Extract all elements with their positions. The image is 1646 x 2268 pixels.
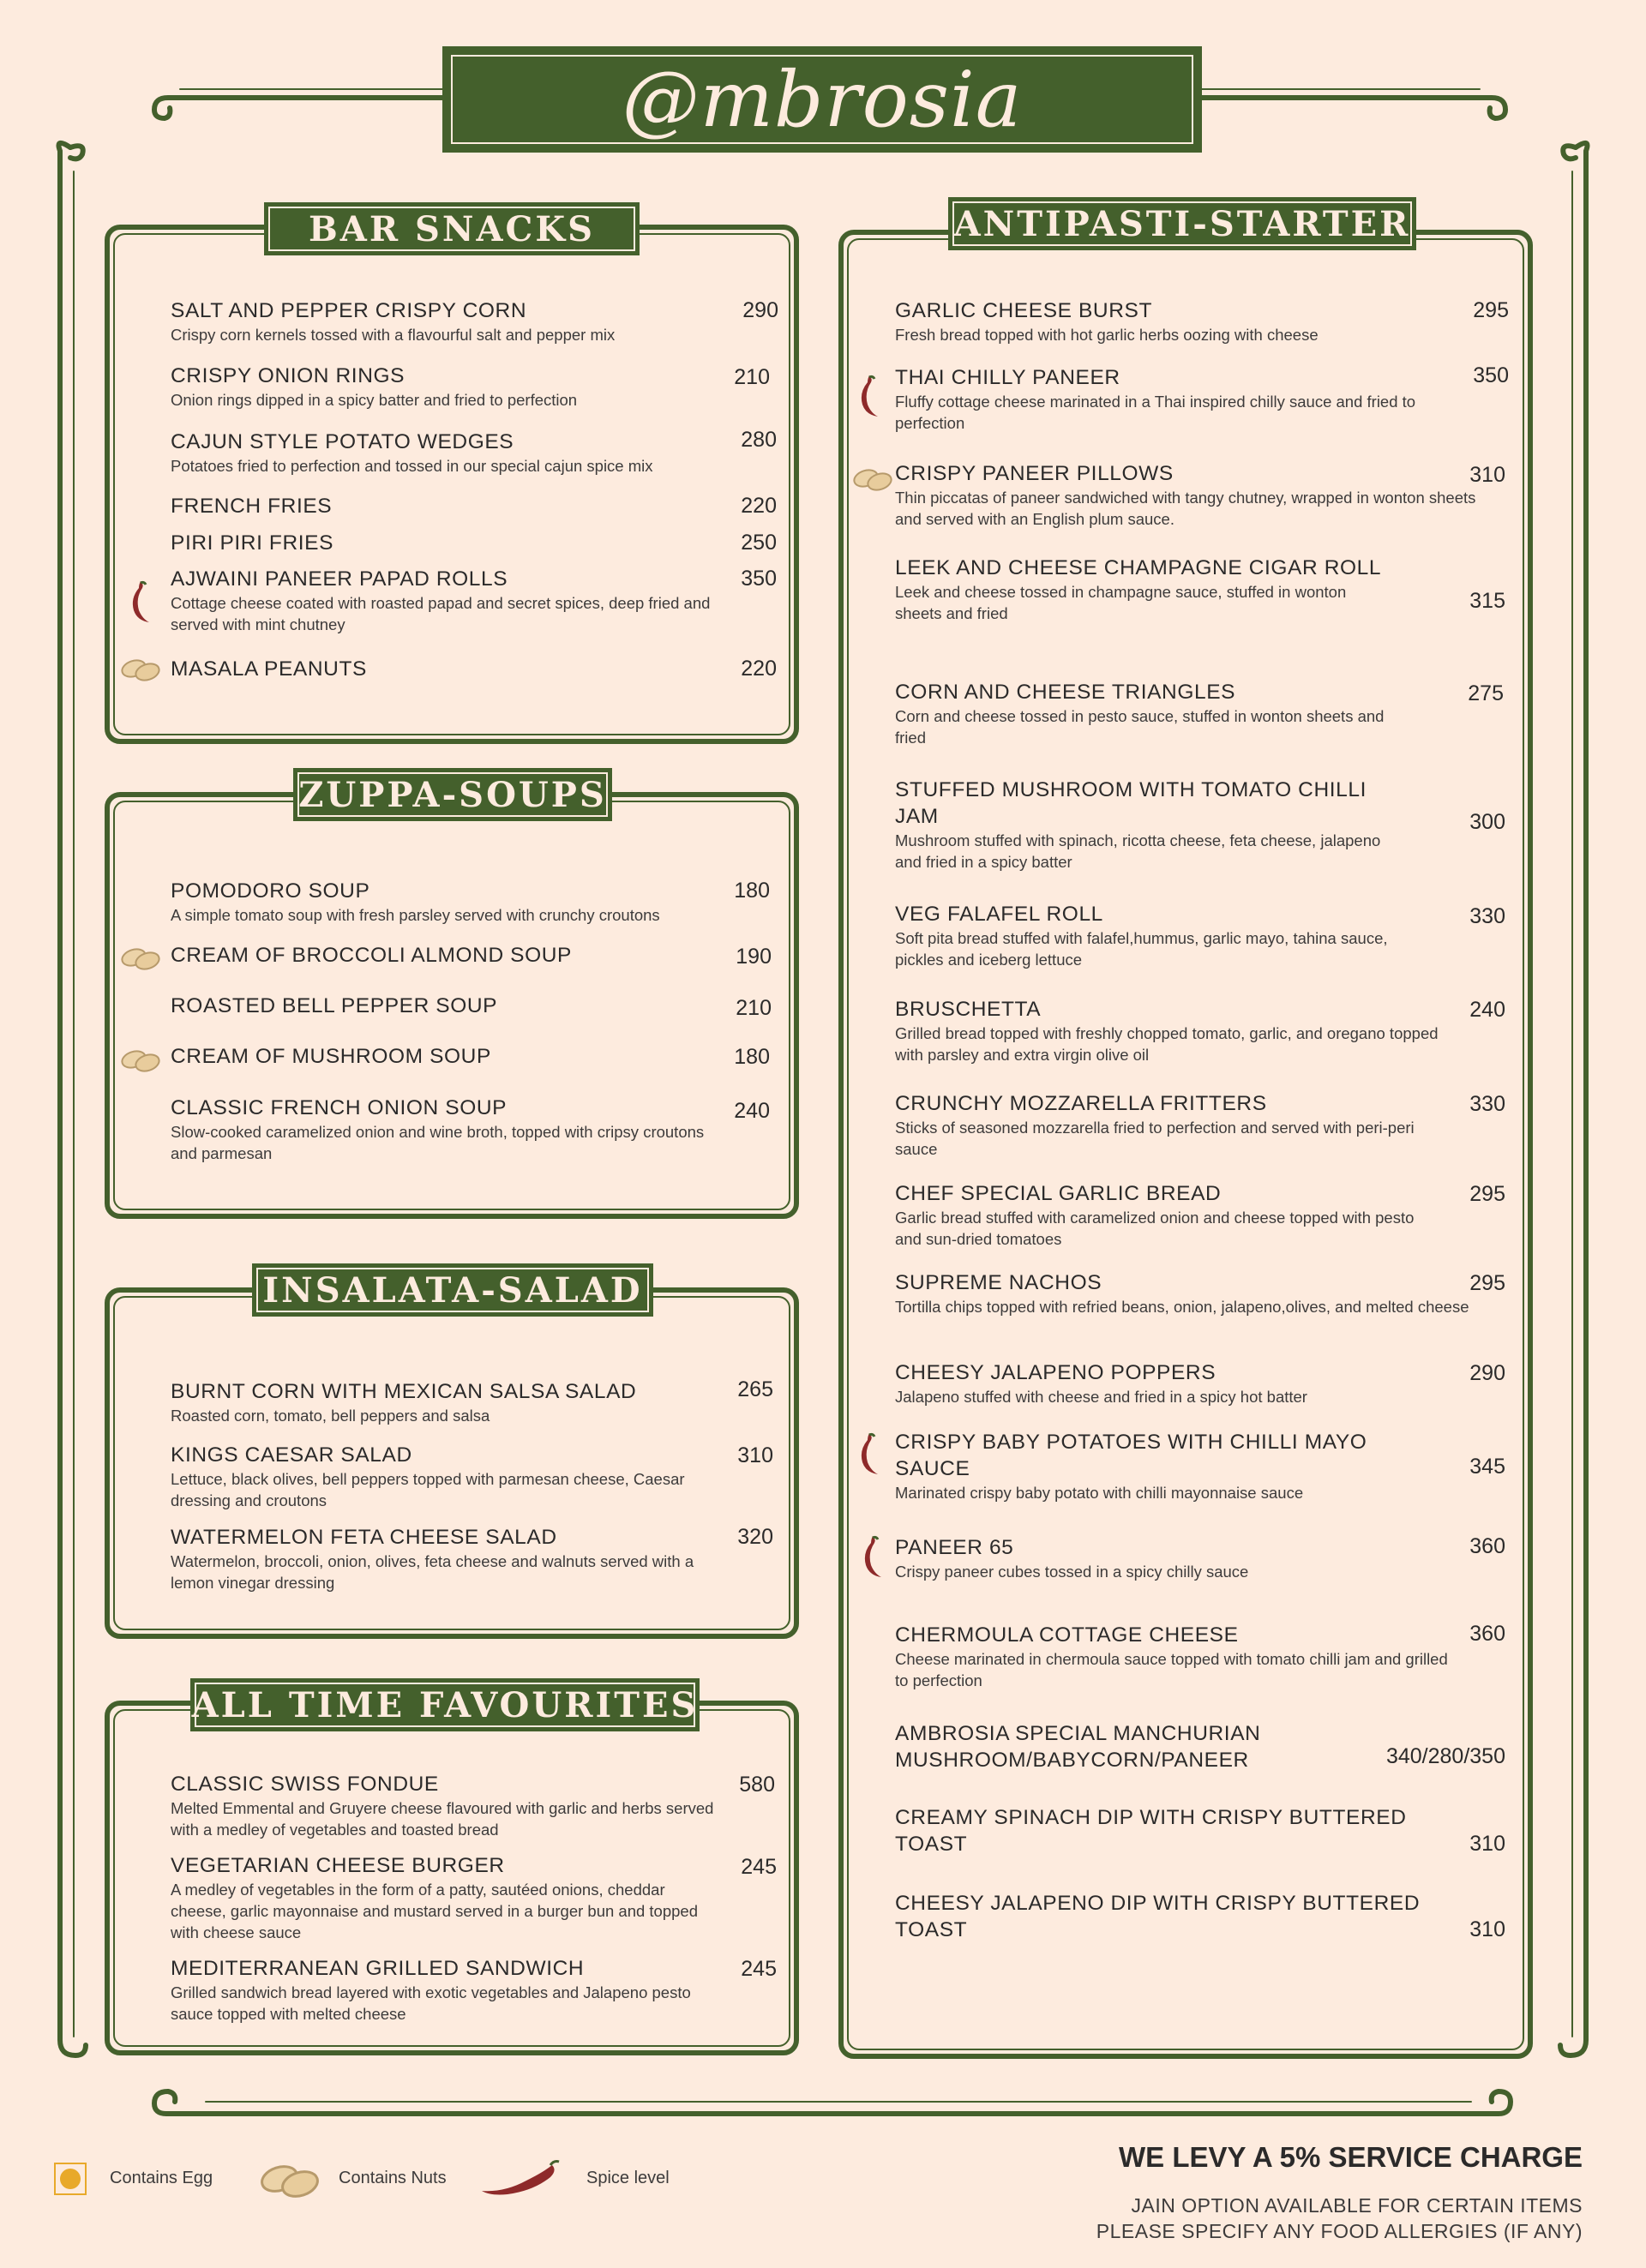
item-price: 350 [1473, 363, 1509, 387]
item-price: 350 [741, 567, 777, 591]
item-price: 180 [734, 1045, 770, 1069]
menu-item: GARLIC CHEESE BURST Fresh bread topped with hot garlic herbs oozing with cheese [895, 299, 1319, 344]
menu-item: CRISPY PANEER PILLOWS Thin piccatas of paneer sandwiched with tangy chutney, wrapped in wonton sheets and served with an English plum sauce. [895, 462, 1476, 528]
peanut-icon [120, 1044, 161, 1075]
salad-title: INSALATA-SALAD [252, 1263, 653, 1317]
chilli-icon [857, 374, 883, 418]
menu-item: LEEK AND CHEESE CHAMPAGNE CIGAR ROLL Leek and cheese tossed in champagne sauce, stuffed in wonton sheets and fried [895, 556, 1382, 622]
menu-item: CRISPY BABY POTATOES WITH CHILLI MAYO SAUCE Marinated crispy baby potato with chilli mayonnaise sauce [895, 1431, 1367, 1502]
item-price: 310 [1469, 463, 1505, 487]
menu-item: CLASSIC FRENCH ONION SOUP Slow-cooked caramelized onion and wine broth, topped with cripsy croutons and parmesan [171, 1096, 705, 1162]
item-price: 290 [742, 298, 778, 322]
peanut-icon [852, 463, 893, 494]
antipasti-title: ANTIPASTI-STARTER [948, 197, 1416, 250]
item-price: 220 [741, 657, 777, 681]
item-price: 295 [1469, 1182, 1505, 1206]
menu-item: POMODORO SOUP A simple tomato soup with fresh parsley served with crunchy croutons [171, 879, 660, 924]
menu-item: SALT AND PEPPER CRISPY CORN Crispy corn kernels tossed with a flavourful salt and pepper mix [171, 299, 616, 344]
chilli-icon [478, 2158, 561, 2198]
item-price: 360 [1469, 1622, 1505, 1646]
item-price: 315 [1469, 589, 1505, 613]
menu-item: CHEESY JALAPENO DIP WITH CRISPY BUTTERED TOAST [895, 1892, 1421, 1941]
item-price: 250 [741, 531, 777, 555]
peanut-icon [120, 653, 161, 684]
item-price: 295 [1469, 1271, 1505, 1295]
item-price: 360 [1469, 1534, 1505, 1558]
legend-nuts: Contains Nuts [339, 2169, 447, 2187]
menu-item: VEGETARIAN CHEESE BURGER A medley of vegetables in the form of a patty, sautéed onions, cheddar cheese, garlic mayonnaise and mustard served in a burger bun and topped with cheese sauce [171, 1854, 698, 1941]
peanut-icon [120, 942, 161, 973]
menu-item: CORN AND CHEESE TRIANGLES Corn and cheese tossed in pesto sauce, stuffed in wonton sheets and fried [895, 681, 1385, 747]
menu-item: AMBROSIA SPECIAL MANCHURIAN MUSHROOM/BABYCORN/PANEER [895, 1722, 1261, 1772]
item-price: 265 [737, 1377, 773, 1401]
brand-logo [442, 46, 1202, 153]
menu-item: CREAMY SPINACH DIP WITH CRISPY BUTTERED TOAST [895, 1806, 1407, 1856]
favourites-title: ALL TIME FAVOURITES [190, 1678, 700, 1731]
item-price: 295 [1473, 298, 1509, 322]
service-charge-note: WE LEVY A 5% SERVICE CHARGE [1119, 2141, 1583, 2173]
menu-item: PANEER 65 Crispy paneer cubes tossed in a spicy chilly sauce [895, 1536, 1249, 1581]
item-price: 220 [741, 494, 777, 518]
item-price: 240 [734, 1099, 770, 1123]
item-price: 300 [1469, 810, 1505, 834]
brand-name: @mbrosia [622, 54, 1023, 145]
bar-snacks-title: BAR SNACKS [264, 202, 640, 255]
menu-item: CHEF SPECIAL GARLIC BREAD Garlic bread stuffed with caramelized onion and cheese topped with pesto and sun-dried tomatoes [895, 1182, 1415, 1248]
menu-item: AJWAINI PANEER PAPAD ROLLS Cottage cheese coated with roasted papad and secret spices, deep fried and served with mint chutney [171, 567, 711, 633]
menu-item: THAI CHILLY PANEER Fluffy cottage cheese marinated in a Thai inspired chilly sauce and fried to perfection [895, 366, 1416, 432]
item-price: 210 [734, 365, 770, 389]
menu-item: BRUSCHETTA Grilled bread topped with freshly chopped tomato, garlic, and oregano topped with parsley and extra virgin olive oil [895, 998, 1439, 1064]
chilli-icon [857, 1431, 883, 1476]
peanut-icon [259, 2155, 321, 2203]
chilli-icon [129, 579, 154, 624]
menu-item: CRUNCHY MOZZARELLA FRITTERS Sticks of seasoned mozzarella fried to perfection and served with peri-peri sauce [895, 1092, 1415, 1158]
item-price: 290 [1469, 1361, 1505, 1385]
menu-item: VEG FALAFEL ROLL Soft pita bread stuffed with falafel,hummus, garlic mayo, tahina sauce, pickles and iceberg lettuce [895, 903, 1388, 969]
item-price: 210 [736, 996, 772, 1020]
menu-item: KINGS CAESAR SALAD Lettuce, black olives, bell peppers topped with parmesan cheese, Caesar dressing and croutons [171, 1443, 685, 1509]
soups-title: ZUPPA-SOUPS [293, 768, 612, 821]
menu-item: WATERMELON FETA CHEESE SALAD Watermelon, broccoli, onion, olives, feta cheese and walnuts served with a lemon vinegar dressing [171, 1526, 694, 1592]
menu-item: PIRI PIRI FRIES [171, 531, 334, 555]
menu-item: MEDITERRANEAN GRILLED SANDWICH Grilled sandwich bread layered with exotic vegetables and Jalapeno pesto sauce topped with melted cheese [171, 1957, 691, 2023]
menu-item: MASALA PEANUTS [171, 657, 367, 681]
item-price: 580 [739, 1773, 775, 1797]
chilli-icon [861, 1534, 886, 1579]
menu-item: ROASTED BELL PEPPER SOUP [171, 994, 498, 1017]
item-price: 310 [1469, 1917, 1505, 1941]
menu-item: STUFFED MUSHROOM WITH TOMATO CHILLI JAM Mushroom stuffed with spinach, ricotta cheese, feta cheese, jalapeno and fried in a spicy batter [895, 778, 1381, 871]
item-price: 245 [741, 1855, 777, 1879]
menu-item: CAJUN STYLE POTATO WEDGES Potatoes fried to perfection and tossed in our special cajun spice mix [171, 430, 653, 475]
item-price: 275 [1468, 681, 1504, 705]
menu-item: CHEESY JALAPENO POPPERS Jalapeno stuffed with cheese and fried in a spicy hot batter [895, 1361, 1307, 1406]
item-price: 330 [1469, 1092, 1505, 1116]
item-price: 245 [741, 1957, 777, 1981]
item-price: 280 [741, 428, 777, 452]
menu-item: CHERMOULA COTTAGE CHEESE Cheese marinated in chermoula sauce topped with tomato chilli jam and grilled to perfection [895, 1623, 1448, 1689]
item-price: 310 [737, 1443, 773, 1467]
allergy-note: PLEASE SPECIFY ANY FOOD ALLERGIES (IF ANY) [1096, 2220, 1583, 2242]
jain-note: JAIN OPTION AVAILABLE FOR CERTAIN ITEMS [1131, 2194, 1583, 2217]
menu-item: BURNT CORN WITH MEXICAN SALSA SALAD Roasted corn, tomato, bell peppers and salsa [171, 1380, 637, 1425]
legend-egg: Contains Egg [110, 2169, 213, 2187]
item-price: 320 [737, 1525, 773, 1549]
legend-spice: Spice level [586, 2169, 670, 2187]
item-price: 240 [1469, 998, 1505, 1022]
menu-item: CREAM OF MUSHROOM SOUP [171, 1045, 491, 1068]
menu-item: CREAM OF BROCCOLI ALMOND SOUP [171, 944, 572, 967]
item-price: 190 [736, 945, 772, 969]
menu-item: CRISPY ONION RINGS Onion rings dipped in a spicy batter and fried to perfection [171, 364, 578, 409]
item-price: 330 [1469, 904, 1505, 928]
menu-item: FRENCH FRIES [171, 495, 333, 518]
item-price: 340/280/350 [1385, 1744, 1505, 1768]
egg-icon [53, 2162, 87, 2196]
item-price: 310 [1469, 1832, 1505, 1856]
menu-item: CLASSIC SWISS FONDUE Melted Emmental and Gruyere cheese flavoured with garlic and herbs served with a medley of vegetables and toasted bread [171, 1773, 714, 1839]
item-price: 345 [1469, 1455, 1505, 1479]
menu-item: SUPREME NACHOS Tortilla chips topped with refried beans, onion, jalapeno,olives, and melted cheese [895, 1271, 1469, 1316]
item-price: 180 [734, 879, 770, 903]
